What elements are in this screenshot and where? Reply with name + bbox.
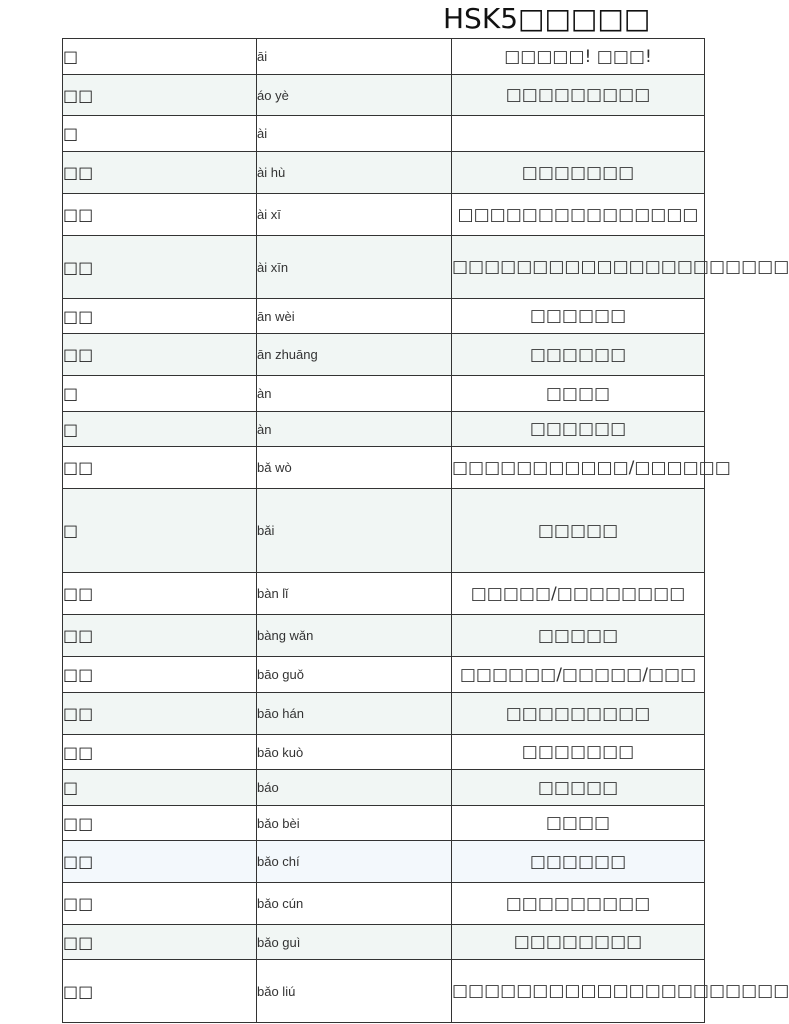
- table-row: [63, 657, 705, 693]
- table-row: [63, 489, 705, 573]
- table-row: [63, 376, 705, 412]
- vocabulary-table: [62, 38, 789, 1023]
- pinyin-cell: bǎo bèi: [257, 806, 452, 841]
- table-row: [63, 735, 705, 770]
- meaning-cell: □□□□□□□□□: [452, 693, 705, 735]
- pinyin-cell: bàn lǐ: [257, 573, 452, 615]
- pinyin-cell: ài xī: [257, 194, 452, 236]
- pinyin-cell: bāo hán: [257, 693, 452, 735]
- meaning-cell: □□□□□□□: [452, 152, 705, 194]
- table-row: [63, 770, 705, 806]
- meaning-cell: □□□□□□□□□□□/□□□□□□: [452, 447, 705, 489]
- table-row: [63, 194, 705, 236]
- meaning-cell: □□□□□□□□□□□□□□□□□□□□□: [452, 236, 705, 299]
- meaning-cell: □□□□□! □□□!: [452, 39, 705, 75]
- pinyin-cell: ān zhuāng: [257, 334, 452, 376]
- table-row: [63, 960, 705, 1023]
- meaning-cell: □□□□□□: [452, 841, 705, 883]
- pinyin-cell: bāo kuò: [257, 735, 452, 770]
- hanzi-cell: □□: [63, 925, 257, 960]
- table-row: [63, 75, 705, 116]
- pinyin-cell: bǎo cún: [257, 883, 452, 925]
- meaning-cell: □□□□□□□□□: [452, 883, 705, 925]
- hanzi-cell: □□: [63, 152, 257, 194]
- pinyin-cell: bǎi: [257, 489, 452, 573]
- meaning-cell: □□□□□□□□: [452, 925, 705, 960]
- hanzi-cell: □: [63, 770, 257, 806]
- meaning-cell: □□□□□□□□□□□□□□□: [452, 194, 705, 236]
- hanzi-cell: □□: [63, 657, 257, 693]
- hanzi-cell: □: [63, 376, 257, 412]
- table-row: [63, 236, 705, 299]
- pinyin-cell: bǎo chí: [257, 841, 452, 883]
- hanzi-cell: □□: [63, 334, 257, 376]
- table-row: [63, 447, 705, 489]
- meaning-cell: [452, 116, 705, 152]
- pinyin-cell: bǎo liú: [257, 960, 452, 1023]
- hanzi-cell: □□: [63, 194, 257, 236]
- meaning-cell: □□□□□□□□□: [452, 75, 705, 116]
- meaning-cell: □□□□□: [452, 770, 705, 806]
- table-row: [63, 925, 705, 960]
- pinyin-cell: àn: [257, 376, 452, 412]
- pinyin-cell: ài xīn: [257, 236, 452, 299]
- meaning-cell: □□□□: [452, 376, 705, 412]
- hanzi-cell: □□: [63, 960, 257, 1023]
- meaning-cell: □□□□□□/□□□□□/□□□: [452, 657, 705, 693]
- pinyin-cell: bǎ wò: [257, 447, 452, 489]
- meaning-cell: □□□□: [452, 806, 705, 841]
- hanzi-cell: □□: [63, 841, 257, 883]
- hanzi-cell: □: [63, 116, 257, 152]
- table-row: [63, 299, 705, 334]
- pinyin-cell: áo yè: [257, 75, 452, 116]
- hanzi-cell: □□: [63, 806, 257, 841]
- meaning-cell: □□□□□□: [452, 334, 705, 376]
- pinyin-cell: bǎo guì: [257, 925, 452, 960]
- pinyin-cell: bāo guǒ: [257, 657, 452, 693]
- meaning-cell: □□□□□□: [452, 299, 705, 334]
- pinyin-cell: bàng wǎn: [257, 615, 452, 657]
- meaning-cell: □□□□□□□□□□□□□□□□□□□□□: [452, 960, 705, 1023]
- table-row: [63, 334, 705, 376]
- meaning-cell: □□□□□/□□□□□□□□: [452, 573, 705, 615]
- hanzi-cell: □: [63, 412, 257, 447]
- table-row: [63, 883, 705, 925]
- pinyin-cell: ān wèi: [257, 299, 452, 334]
- meaning-cell: □□□□□: [452, 615, 705, 657]
- table-row: [63, 39, 705, 75]
- hanzi-cell: □: [63, 489, 257, 573]
- pinyin-cell: ài hù: [257, 152, 452, 194]
- hanzi-cell: □□: [63, 735, 257, 770]
- pinyin-cell: àn: [257, 412, 452, 447]
- hanzi-cell: □: [63, 39, 257, 75]
- table-row: [63, 412, 705, 447]
- table-row: [63, 615, 705, 657]
- hanzi-cell: □□: [63, 693, 257, 735]
- meaning-cell: □□□□□□: [452, 412, 705, 447]
- hanzi-cell: □□: [63, 75, 257, 116]
- hanzi-cell: □□: [63, 299, 257, 334]
- meaning-cell: □□□□□: [452, 489, 705, 573]
- pinyin-cell: āi: [257, 39, 452, 75]
- table-row: [63, 573, 705, 615]
- table-row: [63, 806, 705, 841]
- table-row: [63, 841, 705, 883]
- table-row: [63, 116, 705, 152]
- pinyin-cell: ài: [257, 116, 452, 152]
- page-title: HSK5□□□□□: [443, 2, 651, 35]
- meaning-cell: □□□□□□□: [452, 735, 705, 770]
- hanzi-cell: □□: [63, 615, 257, 657]
- hanzi-cell: □□: [63, 236, 257, 299]
- pinyin-cell: báo: [257, 770, 452, 806]
- hanzi-cell: □□: [63, 883, 257, 925]
- hanzi-cell: □□: [63, 447, 257, 489]
- table-row: [63, 152, 705, 194]
- table-row: [63, 693, 705, 735]
- hanzi-cell: □□: [63, 573, 257, 615]
